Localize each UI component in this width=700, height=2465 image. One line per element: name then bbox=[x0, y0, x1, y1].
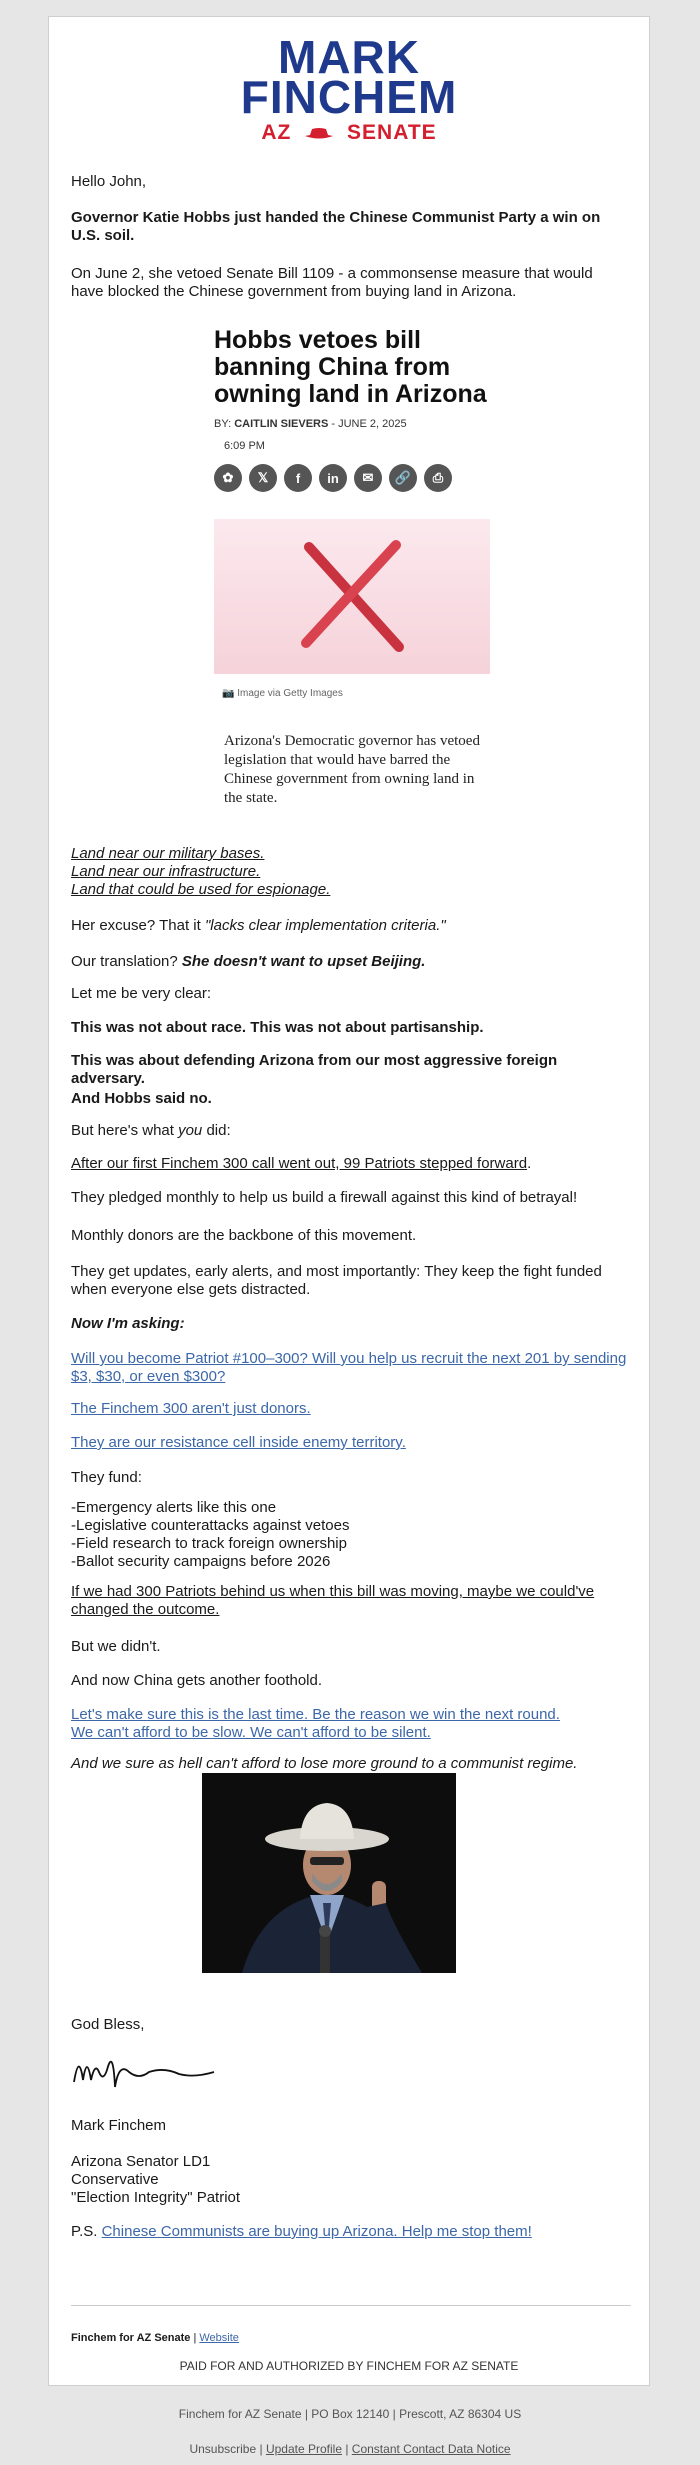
after-call-line bbox=[71, 1155, 627, 1173]
footer-links: Unsubscribe | Update Profile | Constant Contact Data Notice bbox=[189, 2442, 511, 2456]
now-asking: Now I'm asking: bbox=[71, 1315, 185, 1332]
after-call-dot: . bbox=[527, 1155, 532, 1172]
headline: Governor Katie Hobbs just handed the Chinese Communist Party a win on U.S. soil. bbox=[71, 209, 601, 244]
we-didnt: But we didn't. bbox=[71, 1638, 161, 1655]
logo-senate: SENATE bbox=[347, 121, 437, 144]
become-patriot-link[interactable]: Will you become Patriot #100–300? Will you help us recruit the next 201 by sending $3, $30, or even $300? bbox=[71, 1350, 627, 1385]
footer-org-line bbox=[71, 2329, 627, 2347]
share-icons bbox=[214, 464, 494, 492]
title-senator: Arizona Senator LD1 bbox=[71, 2153, 211, 2170]
facebook-icon: f bbox=[284, 464, 312, 492]
lose-ground-line: And we sure as hell can't afford to lose more ground to a communist regime. bbox=[71, 1755, 578, 1772]
translation-bold: She doesn't want to upset Beijing. bbox=[181, 953, 426, 970]
heres-suffix: did: bbox=[202, 1122, 231, 1139]
signature-titles bbox=[71, 2153, 627, 2207]
candidate-figure-illustration bbox=[202, 1773, 456, 1973]
fund-item: -Ballot security campaigns before 2026 bbox=[71, 1553, 331, 1570]
finchem-300-link[interactable]: The Finchem 300 aren't just donors. bbox=[71, 1400, 311, 1417]
logo-az: AZ bbox=[261, 121, 292, 144]
signature-icon bbox=[69, 2042, 219, 2097]
excuse-prefix: Her excuse? That it bbox=[71, 917, 205, 934]
another-foothold: And now China gets another foothold. bbox=[71, 1672, 323, 1689]
title-conservative: Conservative bbox=[71, 2171, 159, 2188]
god-bless: God Bless, bbox=[71, 2016, 145, 2033]
x-icon: 𝕏 bbox=[249, 464, 277, 492]
update-profile-link[interactable]: Update Profile bbox=[265, 2442, 342, 2456]
heres-prefix: But here's what bbox=[71, 1122, 179, 1139]
land-list bbox=[71, 845, 627, 899]
news-article-clip bbox=[214, 327, 494, 492]
greeting: Hello John, bbox=[71, 173, 147, 190]
logo-line-finchem: FINCHEM bbox=[240, 71, 458, 123]
ps-line bbox=[71, 2223, 627, 2241]
footer-org: Finchem for AZ Senate bbox=[71, 2332, 191, 2344]
be-clear: Let me be very clear: bbox=[71, 985, 212, 1002]
article-byline bbox=[214, 418, 494, 430]
article-time: 6:09 PM bbox=[224, 440, 265, 452]
ps-prefix: P.S. bbox=[71, 2223, 102, 2240]
image-credit: 📷 Image via Getty Images bbox=[222, 688, 343, 699]
fund-item: -Emergency alerts like this one bbox=[71, 1499, 277, 1516]
ps-link[interactable]: Chinese Communists are buying up Arizona. Help me stop them! bbox=[101, 2223, 532, 2240]
linkedin-icon: in bbox=[319, 464, 347, 492]
intro-paragraph: On June 2, she vetoed Senate Bill 1109 - a commonsense measure that would have blocked the Chinese government from buying land in Arizona. bbox=[71, 265, 593, 300]
fund-list bbox=[71, 1499, 627, 1571]
image-credit-text: Image via Getty Images bbox=[237, 688, 343, 699]
land-item-infrastructure: Land near our infrastructure. bbox=[71, 863, 261, 880]
email-card bbox=[48, 16, 650, 2386]
footer-website-link[interactable]: Website bbox=[199, 2332, 239, 2344]
title-patriot: "Election Integrity" Patriot bbox=[71, 2189, 241, 2206]
signature-name: Mark Finchem bbox=[71, 2117, 167, 2134]
defending-arizona: This was about defending Arizona from our most aggressive foreign adversary. bbox=[71, 1052, 558, 1087]
logo-line-az-senate bbox=[49, 121, 649, 145]
print-icon: ⎙ bbox=[424, 464, 452, 492]
paid-for-disclaimer: PAID FOR AND AUTHORIZED BY FINCHEM FOR AZ SENATE bbox=[179, 2359, 519, 2373]
constant-contact-notice-link[interactable]: Constant Contact Data Notice bbox=[351, 2442, 511, 2456]
heres-you: you bbox=[178, 1122, 203, 1139]
article-author: CAITLIN SIEVERS bbox=[234, 418, 329, 430]
article-image bbox=[214, 519, 490, 674]
bluesky-icon: ✿ bbox=[214, 464, 242, 492]
cant-afford-link[interactable]: We can't afford to be slow. We can't afford to be silent. bbox=[71, 1724, 431, 1741]
cowboy-hat-icon bbox=[304, 127, 334, 139]
footer-address: Finchem for AZ Senate | PO Box 12140 | Prescott, AZ 86304 US bbox=[178, 2407, 522, 2421]
article-title: Hobbs vetoes bill banning China from owning land in Arizona bbox=[214, 326, 487, 408]
pledged-paragraph: They pledged monthly to help us build a firewall against this kind of betrayal! bbox=[71, 1189, 578, 1206]
hobbs-said-no: And Hobbs said no. bbox=[71, 1090, 212, 1107]
translation-line bbox=[71, 953, 627, 971]
after-call-text: After our first Finchem 300 call went out, 99 Patriots stepped forward bbox=[71, 1155, 528, 1172]
logo-line-mark: MARK bbox=[278, 31, 420, 83]
they-fund: They fund: bbox=[71, 1469, 142, 1486]
red-x-icon bbox=[214, 519, 490, 674]
email-icon: ✉ bbox=[354, 464, 382, 492]
article-date: - JUNE 2, 2025 bbox=[331, 418, 407, 430]
campaign-logo bbox=[49, 31, 649, 145]
byline-prefix: BY: bbox=[214, 418, 232, 430]
unsubscribe-link[interactable]: Unsubscribe bbox=[189, 2442, 257, 2456]
candidate-photo bbox=[202, 1773, 456, 1973]
last-time-links bbox=[71, 1706, 627, 1742]
monthly-donors-paragraph: Monthly donors are the backbone of this movement. bbox=[71, 1227, 417, 1244]
footer-divider bbox=[71, 2305, 631, 2306]
resistance-cell-link[interactable]: They are our resistance cell inside enemy territory. bbox=[71, 1434, 406, 1451]
land-item-espionage: Land that could be used for espionage. bbox=[71, 881, 331, 898]
land-item-military: Land near our military bases. bbox=[71, 845, 265, 862]
article-excerpt: Arizona's Democratic governor has vetoed legislation that would have barred the Chinese government from owning land in the state. bbox=[224, 733, 480, 806]
updates-paragraph: They get updates, early alerts, and most importantly: They keep the fight funded when everyone else gets distracted. bbox=[71, 1263, 602, 1298]
translation-prefix: Our translation? bbox=[71, 953, 182, 970]
link-icon: 🔗 bbox=[389, 464, 417, 492]
fund-item: -Legislative counterattacks against vetoes bbox=[71, 1517, 350, 1534]
excuse-quote: "lacks clear implementation criteria." bbox=[204, 917, 446, 934]
if-we-had-300: If we had 300 Patriots behind us when this bill was moving, maybe we could've changed the outcome. bbox=[71, 1583, 595, 1618]
heres-what-you-did bbox=[71, 1122, 627, 1140]
fund-item: -Field research to track foreign ownership bbox=[71, 1535, 347, 1552]
last-time-link[interactable]: Let's make sure this is the last time. Be the reason we win the next round. bbox=[71, 1706, 560, 1723]
footer-separator: | bbox=[190, 2332, 200, 2344]
excuse-line bbox=[71, 917, 627, 935]
not-about-race: This was not about race. This was not about partisanship. bbox=[71, 1019, 484, 1036]
